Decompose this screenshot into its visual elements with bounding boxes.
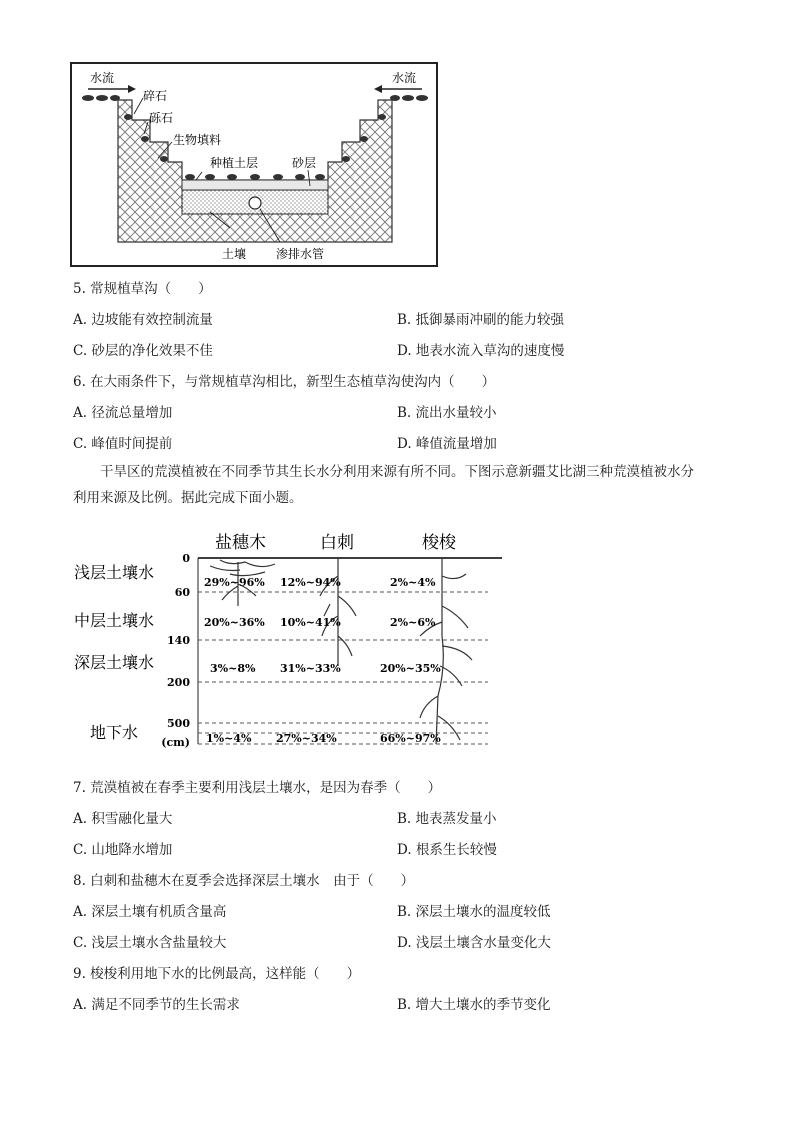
q6-option-d[interactable]: D. 峰值流量增加 xyxy=(397,436,497,452)
layer-label-groundwater: 地下水 xyxy=(90,723,139,742)
plant-name-2: 白刺 xyxy=(320,533,354,553)
q8-option-c[interactable]: C. 浅层土壤水含盐量较大 xyxy=(73,935,227,951)
q5-option-c[interactable]: C. 砂层的净化效果不佳 xyxy=(73,343,213,359)
q6-option-b[interactable]: B. 流出水量较小 xyxy=(397,405,497,421)
cell-r4-c1: 1%~4% xyxy=(206,732,252,745)
q8-option-a[interactable]: A. 深层土壤有机质含量高 xyxy=(73,904,227,920)
q8-option-b[interactable]: B. 深层土壤水的温度较低 xyxy=(397,904,551,920)
cell-r4-c2: 27%~34% xyxy=(276,732,337,745)
question-6-stem: 6. 在大雨条件下，与常规植草沟相比，新型生态植草沟使沟内（ ） xyxy=(73,374,496,390)
depth-tick-140: 140 xyxy=(167,634,190,647)
drain-pipe xyxy=(249,197,261,209)
cell-r2-c3: 2%~6% xyxy=(390,616,436,629)
cell-r1-c2: 12%~94% xyxy=(280,576,341,589)
q6-option-a[interactable]: A. 径流总量增加 xyxy=(73,405,173,421)
question-9-stem: 9. 梭梭利用地下水的比例最高，这样能（ ） xyxy=(73,966,361,982)
depth-tick-60: 60 xyxy=(174,586,190,599)
question-7-stem: 7. 荒漠植被在春季主要利用浅层土壤水，是因为春季（ ） xyxy=(73,780,442,796)
cell-r1-c3: 2%~4% xyxy=(390,576,436,589)
label-flow-left: 水流 xyxy=(90,71,115,85)
label-bio-fill: 生物填料 xyxy=(173,133,222,147)
label-plant-soil: 种植土层 xyxy=(210,156,259,170)
q5-option-b[interactable]: B. 抵御暴雨冲刷的能力较强 xyxy=(397,312,565,328)
q9-option-b[interactable]: B. 增大土壤水的季节变化 xyxy=(397,997,551,1013)
q8-option-d[interactable]: D. 浅层土壤含水量变化大 xyxy=(397,935,551,951)
q5-option-a[interactable]: A. 边坡能有效控制流量 xyxy=(73,312,213,328)
q6-option-c[interactable]: C. 峰值时间提前 xyxy=(73,436,173,452)
depth-tick-500: 500 xyxy=(167,717,190,730)
q9-option-a[interactable]: A. 满足不同季节的生长需求 xyxy=(73,997,240,1013)
question-5-stem: 5. 常规植草沟（ ） xyxy=(73,281,212,297)
label-drain-pipe: 渗排水管 xyxy=(276,247,325,261)
cell-r2-c1: 20%~36% xyxy=(204,616,265,629)
cell-r1-c1: 29%~96% xyxy=(204,576,265,589)
depth-unit: (cm) xyxy=(161,736,190,749)
cell-r4-c3: 66%~97% xyxy=(380,732,441,745)
depth-tick-0: 0 xyxy=(182,552,190,565)
label-flow-right: 水流 xyxy=(392,71,417,85)
q7-option-a[interactable]: A. 积雪融化量大 xyxy=(73,811,173,827)
cell-r3-c3: 20%~35% xyxy=(380,662,441,675)
plant-name-3: 梭梭 xyxy=(422,533,456,553)
water-source-figure xyxy=(70,526,520,756)
swale-diagram xyxy=(70,62,440,268)
question-8-stem: 8. 白刺和盐穗木在夏季会选择深层土壤水 由于（ ） xyxy=(73,873,415,889)
layer-label-middle: 中层土壤水 xyxy=(74,611,155,630)
q7-option-b[interactable]: B. 地表蒸发量小 xyxy=(397,811,497,827)
cell-r2-c2: 10%~41% xyxy=(280,616,341,629)
depth-tick-200: 200 xyxy=(167,676,190,689)
plant-name-1: 盐穗木 xyxy=(215,533,266,553)
plant-soil-layer xyxy=(182,180,328,190)
layer-label-deep: 深层土壤水 xyxy=(74,653,155,672)
label-soil: 土壤 xyxy=(222,247,247,261)
passage-line-1: 干旱区的荒漠植被在不同季节其生长水分利用来源有所不同。下图示意新疆艾比湖三种荒漠植被水分 xyxy=(100,464,694,480)
label-sand: 砂层 xyxy=(292,156,317,170)
label-pebble: 砾石 xyxy=(149,111,174,125)
passage-line-2: 利用来源及比例。据此完成下面小题。 xyxy=(73,490,303,506)
q7-option-c[interactable]: C. 山地降水增加 xyxy=(73,842,173,858)
label-gravel: 碎石 xyxy=(143,89,168,103)
q5-option-d[interactable]: D. 地表水流入草沟的速度慢 xyxy=(397,343,565,359)
cell-r3-c1: 3%~8% xyxy=(210,662,256,675)
q7-option-d[interactable]: D. 根系生长较慢 xyxy=(397,842,497,858)
layer-label-shallow: 浅层土壤水 xyxy=(74,563,155,582)
cell-r3-c2: 31%~33% xyxy=(280,662,341,675)
passage xyxy=(73,459,723,511)
